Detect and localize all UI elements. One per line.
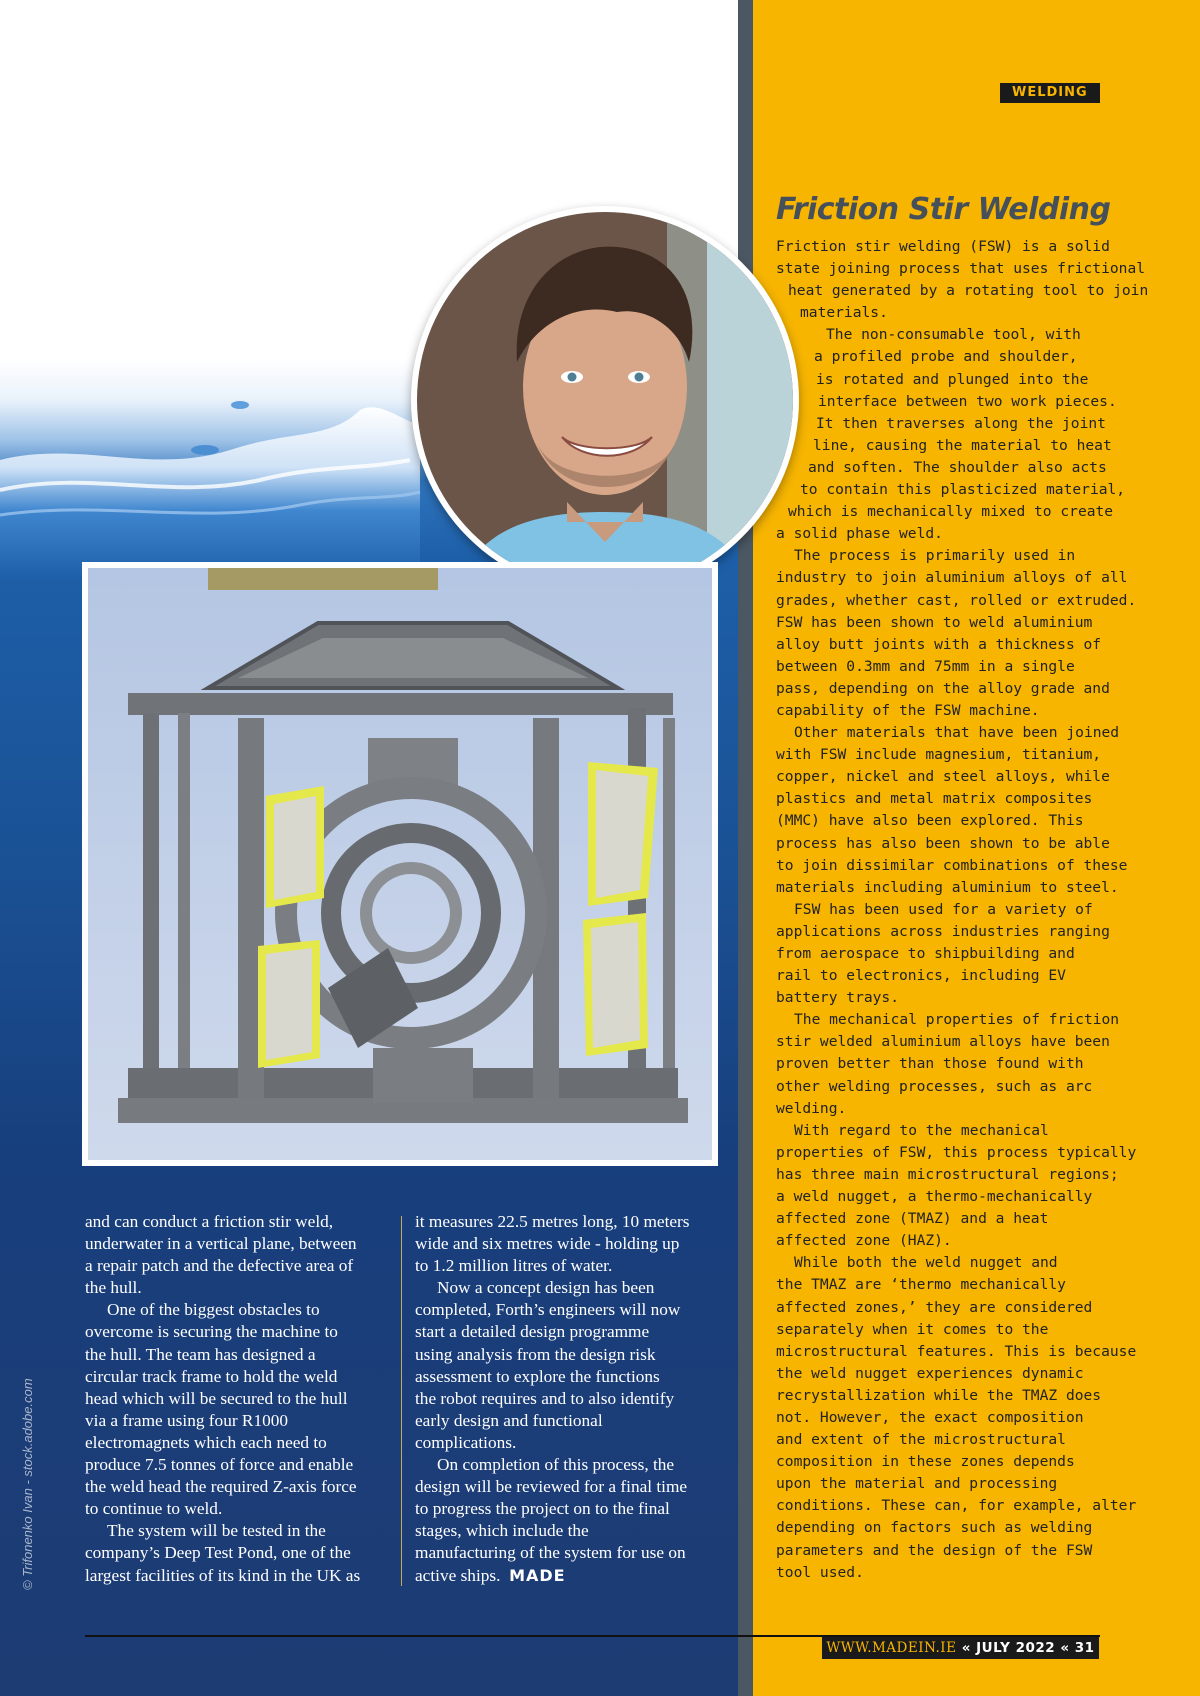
text-line: early design and functional [415, 1410, 603, 1430]
text-line: from aerospace to shipbuilding and [776, 945, 1075, 962]
text-line: rail to electronics, including EV [776, 967, 1066, 985]
text-line: stir welded aluminium alloys have been [776, 1033, 1110, 1051]
text-line: the hull. The team has designed a [85, 1344, 316, 1364]
text-line: head which will be secured to the hull [85, 1388, 348, 1408]
text-line: The mechanical properties of friction [794, 1011, 1120, 1029]
text-line: plastics and metal matrix composites [776, 790, 1093, 808]
text-line: state joining process that uses frictional [776, 260, 1146, 278]
text-line: interface between two work pieces. [818, 392, 1117, 410]
text-line: parameters and the design of the FSW [776, 1541, 1093, 1559]
text-line: to progress the project on to the final [415, 1499, 670, 1519]
text-line: active ships. [415, 1565, 501, 1585]
text-line: using analysis from the design risk [415, 1344, 656, 1364]
text-line: start a detailed design programme [415, 1322, 650, 1342]
text-line: largest facilities of its kind in the UK as [85, 1565, 361, 1585]
text-line: other welding processes, such as arc [776, 1077, 1093, 1095]
text-line: to join dissimilar combinations of these [776, 856, 1128, 874]
section-tag: WELDING [1000, 83, 1100, 103]
text-line: proven better than those found with [776, 1055, 1084, 1073]
text-line: tool used. [776, 1563, 864, 1581]
text-line: and extent of the microstructural [776, 1431, 1066, 1449]
text-line: FSW has been used for a variety of [794, 900, 1093, 918]
made-end-mark: MADE [509, 1565, 566, 1585]
text-line: design will be reviewed for a final time [415, 1477, 688, 1497]
text-line: process has also been shown to be able [776, 834, 1110, 852]
text-line: a repair patch and the defective area of [85, 1256, 354, 1276]
text-line: welding. [776, 1099, 847, 1117]
text-line: affected zone (TMAZ) and a heat [776, 1210, 1049, 1228]
column-divider [401, 1216, 402, 1586]
text-line: properties of FSW, this process typically [776, 1143, 1137, 1161]
text-line: industry to join aluminium alloys of all [776, 569, 1128, 587]
text-line: underwater in a vertical plane, between [85, 1234, 357, 1254]
portrait-photo [417, 212, 793, 588]
text-line: completed, Forth’s engineers will now [415, 1300, 681, 1320]
text-line: a solid phase weld. [776, 525, 943, 543]
text-line: On completion of this process, the [437, 1455, 675, 1475]
text-line: The process is primarily used in [794, 547, 1076, 565]
text-line: assessment to explore the functions [415, 1366, 660, 1386]
text-line: pass, depending on the alloy grade and [776, 679, 1110, 697]
text-line: While both the weld nugget and [794, 1254, 1058, 1272]
text-line: separately when it comes to the [776, 1320, 1049, 1338]
photo-credit: © Trifonenko Ivan - stock.adobe.com [20, 1378, 35, 1590]
text-line: and soften. The shoulder also acts [808, 458, 1107, 476]
text-line: has three main microstructural regions; [776, 1165, 1119, 1183]
text-line: alloy butt joints with a thickness of [776, 635, 1102, 653]
article-column-2 [415, 1211, 715, 1587]
text-line: electromagnets which each need to [85, 1432, 327, 1452]
article-column-1 [85, 1211, 385, 1587]
text-line: which is mechanically mixed to create [788, 503, 1114, 521]
text-line: applications across industries ranging [776, 922, 1110, 940]
text-line: it measures 22.5 metres long, 10 meters [415, 1212, 690, 1231]
text-line: the weld head the required Z-axis force [85, 1477, 357, 1497]
text-line: the robot requires and to also identify [415, 1388, 675, 1408]
text-line: (MMC) have also been explored. This [776, 812, 1084, 830]
text-line: microstructural features. This is because [776, 1342, 1137, 1360]
footer-folio [822, 1637, 1099, 1659]
text-line: to 1.2 million litres of water. [415, 1256, 613, 1276]
text-line: heat generated by a rotating tool to join [788, 282, 1149, 300]
text-line: the TMAZ are ‘thermo mechanically [776, 1276, 1066, 1294]
text-line: Other materials that have been joined [794, 724, 1120, 742]
text-line: With regard to the mechanical [794, 1121, 1049, 1139]
text-line: conditions. These can, for example, alter [776, 1497, 1137, 1515]
text-line: copper, nickel and steel alloys, while [776, 768, 1110, 786]
divider-bar [738, 0, 753, 1696]
footer-url[interactable]: WWW.MADEIN.IE [826, 1640, 957, 1656]
text-line: depending on factors such as welding [776, 1519, 1093, 1537]
text-line: One of the biggest obstacles to [107, 1300, 320, 1320]
text-line: manufacturing of the system for use on [415, 1543, 686, 1563]
text-line: materials including aluminium to steel. [776, 878, 1119, 896]
text-line: wide and six metres wide - holding up [415, 1234, 680, 1254]
text-line: recrystallization while the TMAZ does [776, 1386, 1102, 1404]
text-line: a weld nugget, a thermo-mechanically [776, 1188, 1093, 1206]
text-line: and can conduct a friction stir weld, [85, 1212, 334, 1231]
text-line: a profiled probe and shoulder, [814, 348, 1078, 366]
text-line: with FSW include magnesium, titanium, [776, 746, 1102, 764]
text-line: the hull. [85, 1278, 142, 1298]
footer-issue: « JULY 2022 « 31 [956, 1640, 1095, 1656]
text-line: capability of the FSW machine. [776, 701, 1040, 719]
sidebar-title: Friction Stir Welding [776, 192, 1111, 227]
text-line: produce 7.5 tonnes of force and enable [85, 1455, 354, 1475]
text-line: not. However, the exact composition [776, 1408, 1084, 1426]
text-line: overcome is securing the machine to [85, 1322, 338, 1342]
return-arrow-icon: ↩ [1086, 82, 1102, 103]
text-line: is rotated and plunged into the [816, 370, 1089, 388]
sidebar-text [776, 236, 1149, 1584]
text-line: company’s Deep Test Pond, one of the [85, 1543, 351, 1563]
text-line: grades, whether cast, rolled or extruded. [776, 591, 1137, 609]
text-line: between 0.3mm and 75mm in a single [776, 657, 1075, 675]
text-line: battery trays. [776, 989, 900, 1007]
text-line: Friction stir welding (FSW) is a solid [776, 238, 1110, 255]
text-line: stages, which include the [415, 1521, 589, 1541]
text-line: The system will be tested in the [107, 1521, 326, 1541]
text-line-last [415, 1565, 715, 1587]
text-line: materials. [800, 304, 888, 322]
text-line: affected zone (HAZ). [776, 1232, 952, 1250]
text-line: to contain this plasticized material, [800, 481, 1126, 499]
text-line: to continue to weld. [85, 1499, 223, 1519]
text-line: FSW has been shown to weld aluminium [776, 613, 1093, 631]
text-line: line, causing the material to heat [813, 436, 1112, 454]
text-line: upon the material and processing [776, 1475, 1058, 1493]
text-line: affected zones,’ they are considered [776, 1298, 1093, 1316]
text-line: the weld nugget experiences dynamic [776, 1364, 1084, 1382]
text-line: composition in these zones depends [776, 1453, 1075, 1471]
text-line: Now a concept design has been [437, 1278, 655, 1298]
text-line: It then traverses along the joint [816, 414, 1106, 432]
text-line: via a frame using four R1000 [85, 1410, 289, 1430]
text-line: complications. [415, 1432, 517, 1452]
text-line: circular track frame to hold the weld [85, 1366, 338, 1386]
machine-render-image [88, 568, 712, 1160]
text-line: The non-consumable tool, with [826, 326, 1081, 344]
